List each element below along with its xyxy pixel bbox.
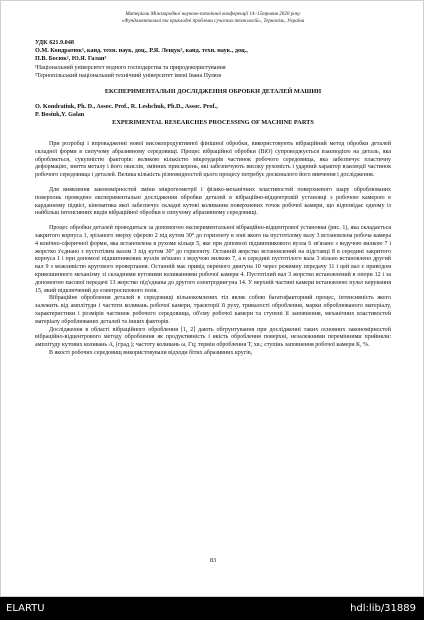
affiliations — [35, 64, 391, 80]
header-line-2: «Фундаментальні та прикладні проблеми сучасних технологій», Тернопіль, Україна — [121, 17, 305, 24]
page-content — [35, 11, 391, 358]
paragraph-6: В якості робочих середовищ використовували відходи бітих абразивних кругів, — [49, 349, 253, 356]
paragraph-5: Дослідження в області вібраційного оброблення [1, 2] дають обгрунтування при дослідженні таких основних закономірностей вібраційно-відцентрового методу оброблення як продуктивність і якість оброблення поверхні, незалежними перемінними прийняли: амплітуду кутових коливань А, (град.); частоту коливань ω, Гц; термін оброблення Т, хв.; ступінь заповнення робочої камери К, %. — [35, 326, 391, 349]
repository-label: ELARTU — [6, 603, 45, 614]
header-line-1: Матеріали Міжнародної науково-технічної конференції 14–15травня 2020 року — [125, 11, 301, 17]
authors-ua — [35, 47, 391, 63]
paragraph-3: Процес обробки деталей проводиться за допомогою експериментальної вібраційно-відцентрової установки (рис. 1), яка складається закритого корпуса 1, зрізаного зверху сферою 2 під кутом 30° до горизонту в зоні якого на пустотілому валу 3 встановлена робоча камера 4 конічно-сферичної форми, яка встановлена в рухоме кільце 5, яке при допомозі підшипникового вузла 6 зв'язано з ведучою вилкою 7 і жорстко з'єднано з пустотілим валом 3 під кутом 30° до горизонту. Останній жорстко встановлений на підставці 8 в середині закритого корпуса 1 і при допомозі підшипникових вузлів зв'язано з ведучою вилкою 7, а в середині пустотілого вала 3 вільно встановлено другий вал 9 з можливістю кругового провертання. Останній має привід окремого двигуна 10 через режимну передачу 11 і цей вал є приводом кривошипного механізму зі складними кутовими коливаннями робочої камери 4. Пустотілий вал 3 жорстко встановлений в опори 12 і за допомогою пасової передачі 13 жорстко під'єднана до другого електродвигуна 14. У верхній частині камери встановлено пульт керування 15, який підключений до електросилового поля. — [35, 225, 391, 294]
affiliation-1: ¹Національний університет водного господарства та природокористування — [35, 64, 226, 71]
authors-en-line-2: P. Bosiuk,Y. Galan — [35, 110, 85, 118]
paper-title-en: EXPERIMENTAL RESEARCHES PROCESSING OF MACHINE PARTS — [112, 119, 314, 126]
repository-footer-bar — [0, 597, 424, 620]
paragraph-4: Вібраційне оброблення деталей в середовищі вільнокомлених тіл являє собою багатофакторний процес, інтенсивність якого залежить від амплітуди і частоти коливань робочої камери, траєкторії її руху, тривалості оброблення, марки оброблюваного матеріалу, характеристики і розмірів частинок робочого середовища, об'єму робочої камери та ступені її заповнення, механічних властивостей матеріалу оброблюваних деталей та інших факторів. — [35, 295, 391, 325]
authors-ua-line-2: П.В. Босюк², Ю.Я. Галан² — [35, 55, 107, 63]
body-text — [35, 141, 391, 358]
udk-code: УДК 621.9.048 — [35, 39, 74, 47]
affiliation-2: ²Тернопільський національний технічний університет імені Івана Пулюя — [35, 72, 221, 79]
paper-title-ua: ЕКСПЕРИМЕНТАЛЬНІ ДОСЛІДЖЕННЯ ОБРОБКИ ДЕТАЛЕЙ МАШИН — [104, 87, 322, 95]
paragraph-1: При розробці і впровадженні нової високопродуктивної фінішної обробки, використовують вібраційний метод обробки деталей складної форми в сипучому абразивному середовищі. Процес вібраційної обробки (ВіО) супроводжується взаємодією на деталь, яка обробляється, сукупністю факторів: великою кількістю мікроударів частинок робочого середовища, яка забезпечує пластичну деформацію, зняття металу і його окислів, змінних прискорень, які забезпечують високу рухомість і ударний характер взаємодії частинок робочого середовища і деталей. Велика кількість різновидностей цього процесу потребує досконалого його вивчення і дослідження. — [35, 141, 391, 179]
handle-link[interactable]: hdl:lib/31889 — [350, 603, 416, 614]
authors-ua-line-1: О.М. Кондратюк¹, канд. техн. наук, доц., Р.Я. Лещук², канд. техн. наук., доц., — [35, 47, 248, 55]
authors-en-line-1: O. Kondratiuk, Ph. D., Assoc. Prof., R. Leshchuk, Ph.D., Assoc. Prof., — [35, 102, 218, 110]
page-number: 83 — [209, 557, 217, 564]
authors-en — [35, 103, 391, 119]
running-header — [35, 11, 391, 24]
paragraph-2: Для виявлення закономірностей зміни мікрогеометрії і фізико-механічних властивостей поверхневого шару оброблюваних поверхонь проведено експериментальні дослідження обробки деталей в вібраційно-відцентровій установці з робочою камерою в карданному підвісі, кінематика якої забезпечує складні кутові коливання поверхневих точок робочої камери, що відповідає одному із найбільш інтенсивних видів вібраційної обробки в сипучому абразивному середовищі. — [35, 186, 391, 217]
